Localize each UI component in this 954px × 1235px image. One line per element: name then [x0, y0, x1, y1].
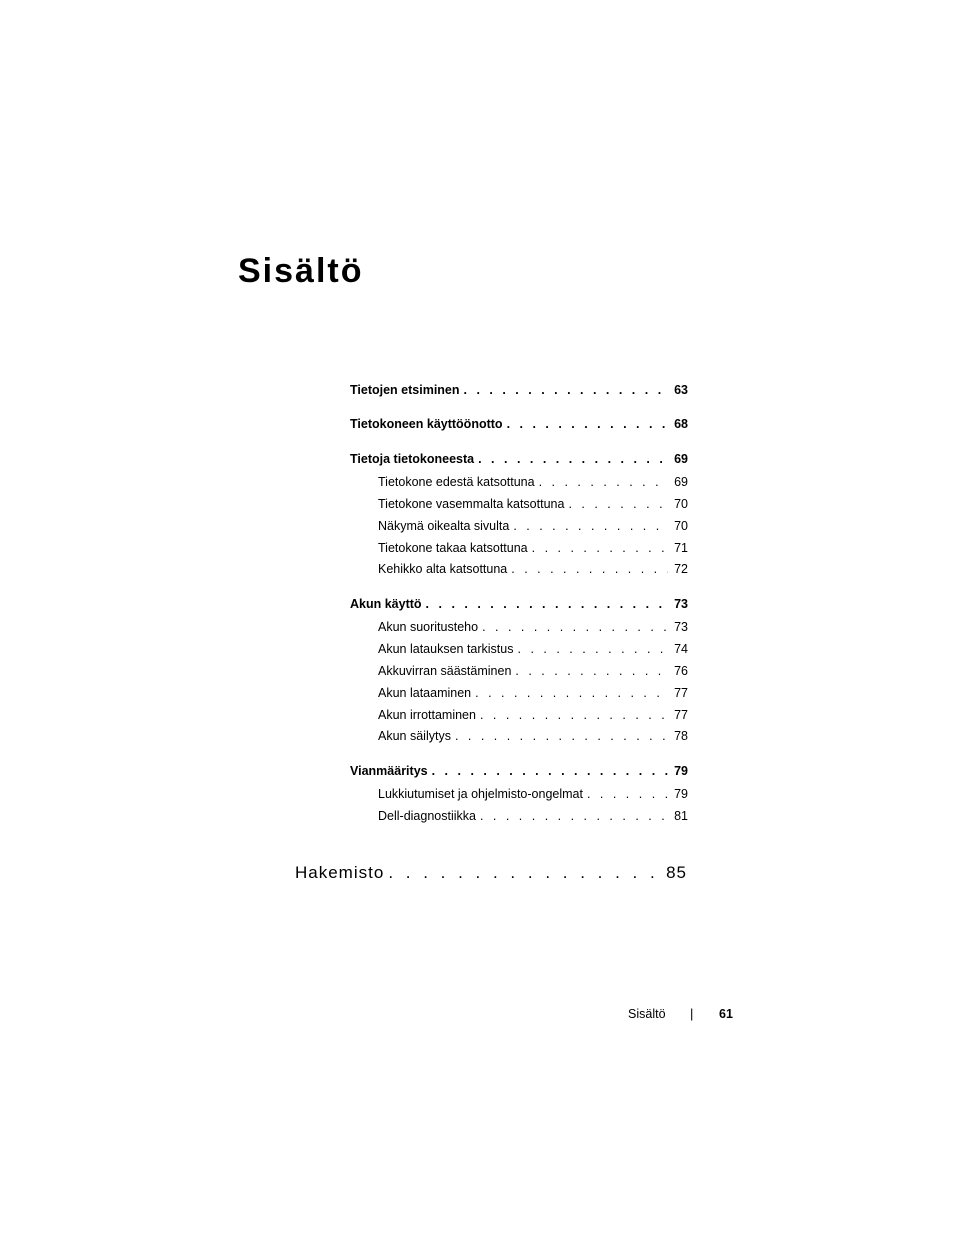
leader-dots [482, 619, 668, 635]
leader-dots [464, 382, 668, 398]
toc-entry-page: 70 [674, 519, 688, 533]
toc-entry-page: 76 [674, 664, 688, 678]
toc-entry-page: 74 [674, 642, 688, 656]
leader-dots [513, 518, 668, 534]
toc-entry-page: 81 [674, 809, 688, 823]
toc-subentry[interactable] [378, 641, 688, 657]
toc-subentry[interactable] [378, 685, 688, 701]
toc-entry-page: 77 [674, 686, 688, 700]
toc-subentry[interactable] [378, 496, 688, 512]
toc-subentry[interactable] [378, 786, 688, 802]
toc-entry[interactable] [350, 451, 688, 467]
toc-entry-label: Lukkiutumiset ja ohjelmisto-ongelmat [378, 787, 583, 801]
toc-subentry[interactable] [378, 707, 688, 723]
toc-entry-label: Tietoja tietokoneesta [350, 452, 475, 466]
toc-entry[interactable] [350, 596, 688, 612]
toc-entry-page: 70 [674, 497, 688, 511]
toc-entry-page: 73 [674, 620, 688, 634]
toc-subentry[interactable] [378, 808, 688, 824]
toc-entry-label: Hakemisto [295, 863, 385, 882]
toc-entry-page: 79 [674, 787, 688, 801]
leader-dots [587, 786, 668, 802]
footer-page-number: 61 [719, 1007, 733, 1021]
leader-dots [475, 685, 668, 701]
toc-entry-label: Tietokoneen käyttöönotto [350, 417, 503, 431]
leader-dots [515, 663, 668, 679]
toc-entry-label: Akun irrottaminen [378, 708, 476, 722]
toc-entry-label: Dell-diagnostiikka [378, 809, 476, 823]
toc-entry-label: Akkuvirran säästäminen [378, 664, 512, 678]
toc-entry-label: Akun lataaminen [378, 686, 472, 700]
toc-entry-label: Näkymä oikealta sivulta [378, 519, 510, 533]
leader-dots [539, 474, 668, 490]
toc-entry-page: 63 [674, 383, 688, 397]
leader-dots [511, 561, 668, 577]
toc-subentry[interactable] [378, 663, 688, 679]
leader-dots [532, 540, 668, 556]
toc-entry-label: Kehikko alta katsottuna [378, 562, 508, 576]
toc-subentry[interactable] [378, 561, 688, 577]
toc-entry-page: 85 [666, 863, 687, 882]
leader-dots [518, 641, 669, 657]
toc-entry-page: 68 [674, 417, 688, 431]
page-title: Sisältö [238, 252, 364, 290]
toc-subentry[interactable] [378, 474, 688, 490]
toc-entry-page: 72 [674, 562, 688, 576]
toc-entry-page: 69 [674, 475, 688, 489]
toc-entry-label: Tietokone edestä katsottuna [378, 475, 535, 489]
toc-entry-label: Tietokone vasemmalta katsottuna [378, 497, 565, 511]
footer-section-label: Sisältö [628, 1007, 666, 1021]
leader-dots [480, 707, 668, 723]
toc-entry[interactable] [350, 416, 688, 432]
toc-entry-label: Akun suoritusteho [378, 620, 479, 634]
toc-entry-label: Vianmääritys [350, 764, 428, 778]
leader-dots [432, 763, 668, 779]
toc-entry-page: 79 [674, 764, 688, 778]
leader-dots [478, 451, 668, 467]
toc-entry-label: Tietojen etsiminen [350, 383, 460, 397]
leader-dots [388, 863, 662, 883]
leader-dots [480, 808, 668, 824]
toc-entry-label: Akun latauksen tarkistus [378, 642, 514, 656]
toc-entry-page: 73 [674, 597, 688, 611]
toc-entry-page: 77 [674, 708, 688, 722]
toc-subentry[interactable] [378, 619, 688, 635]
toc-entry-page: 71 [674, 541, 688, 555]
toc-entry[interactable] [350, 763, 688, 779]
toc-subentry[interactable] [378, 518, 688, 534]
footer-separator: | [690, 1006, 694, 1021]
leader-dots [568, 496, 668, 512]
toc-entry-label: Tietokone takaa katsottuna [378, 541, 528, 555]
toc-entry-page: 78 [674, 729, 688, 743]
leader-dots [455, 728, 668, 744]
toc-entry-label: Akun käyttö [350, 597, 422, 611]
leader-dots [507, 416, 668, 432]
toc-entry[interactable] [350, 382, 688, 398]
leader-dots [426, 596, 668, 612]
toc-entry-label: Akun säilytys [378, 729, 451, 743]
toc-subentry[interactable] [378, 728, 688, 744]
toc-index-entry[interactable] [295, 863, 687, 883]
toc-entry-page: 69 [674, 452, 688, 466]
toc-subentry[interactable] [378, 540, 688, 556]
